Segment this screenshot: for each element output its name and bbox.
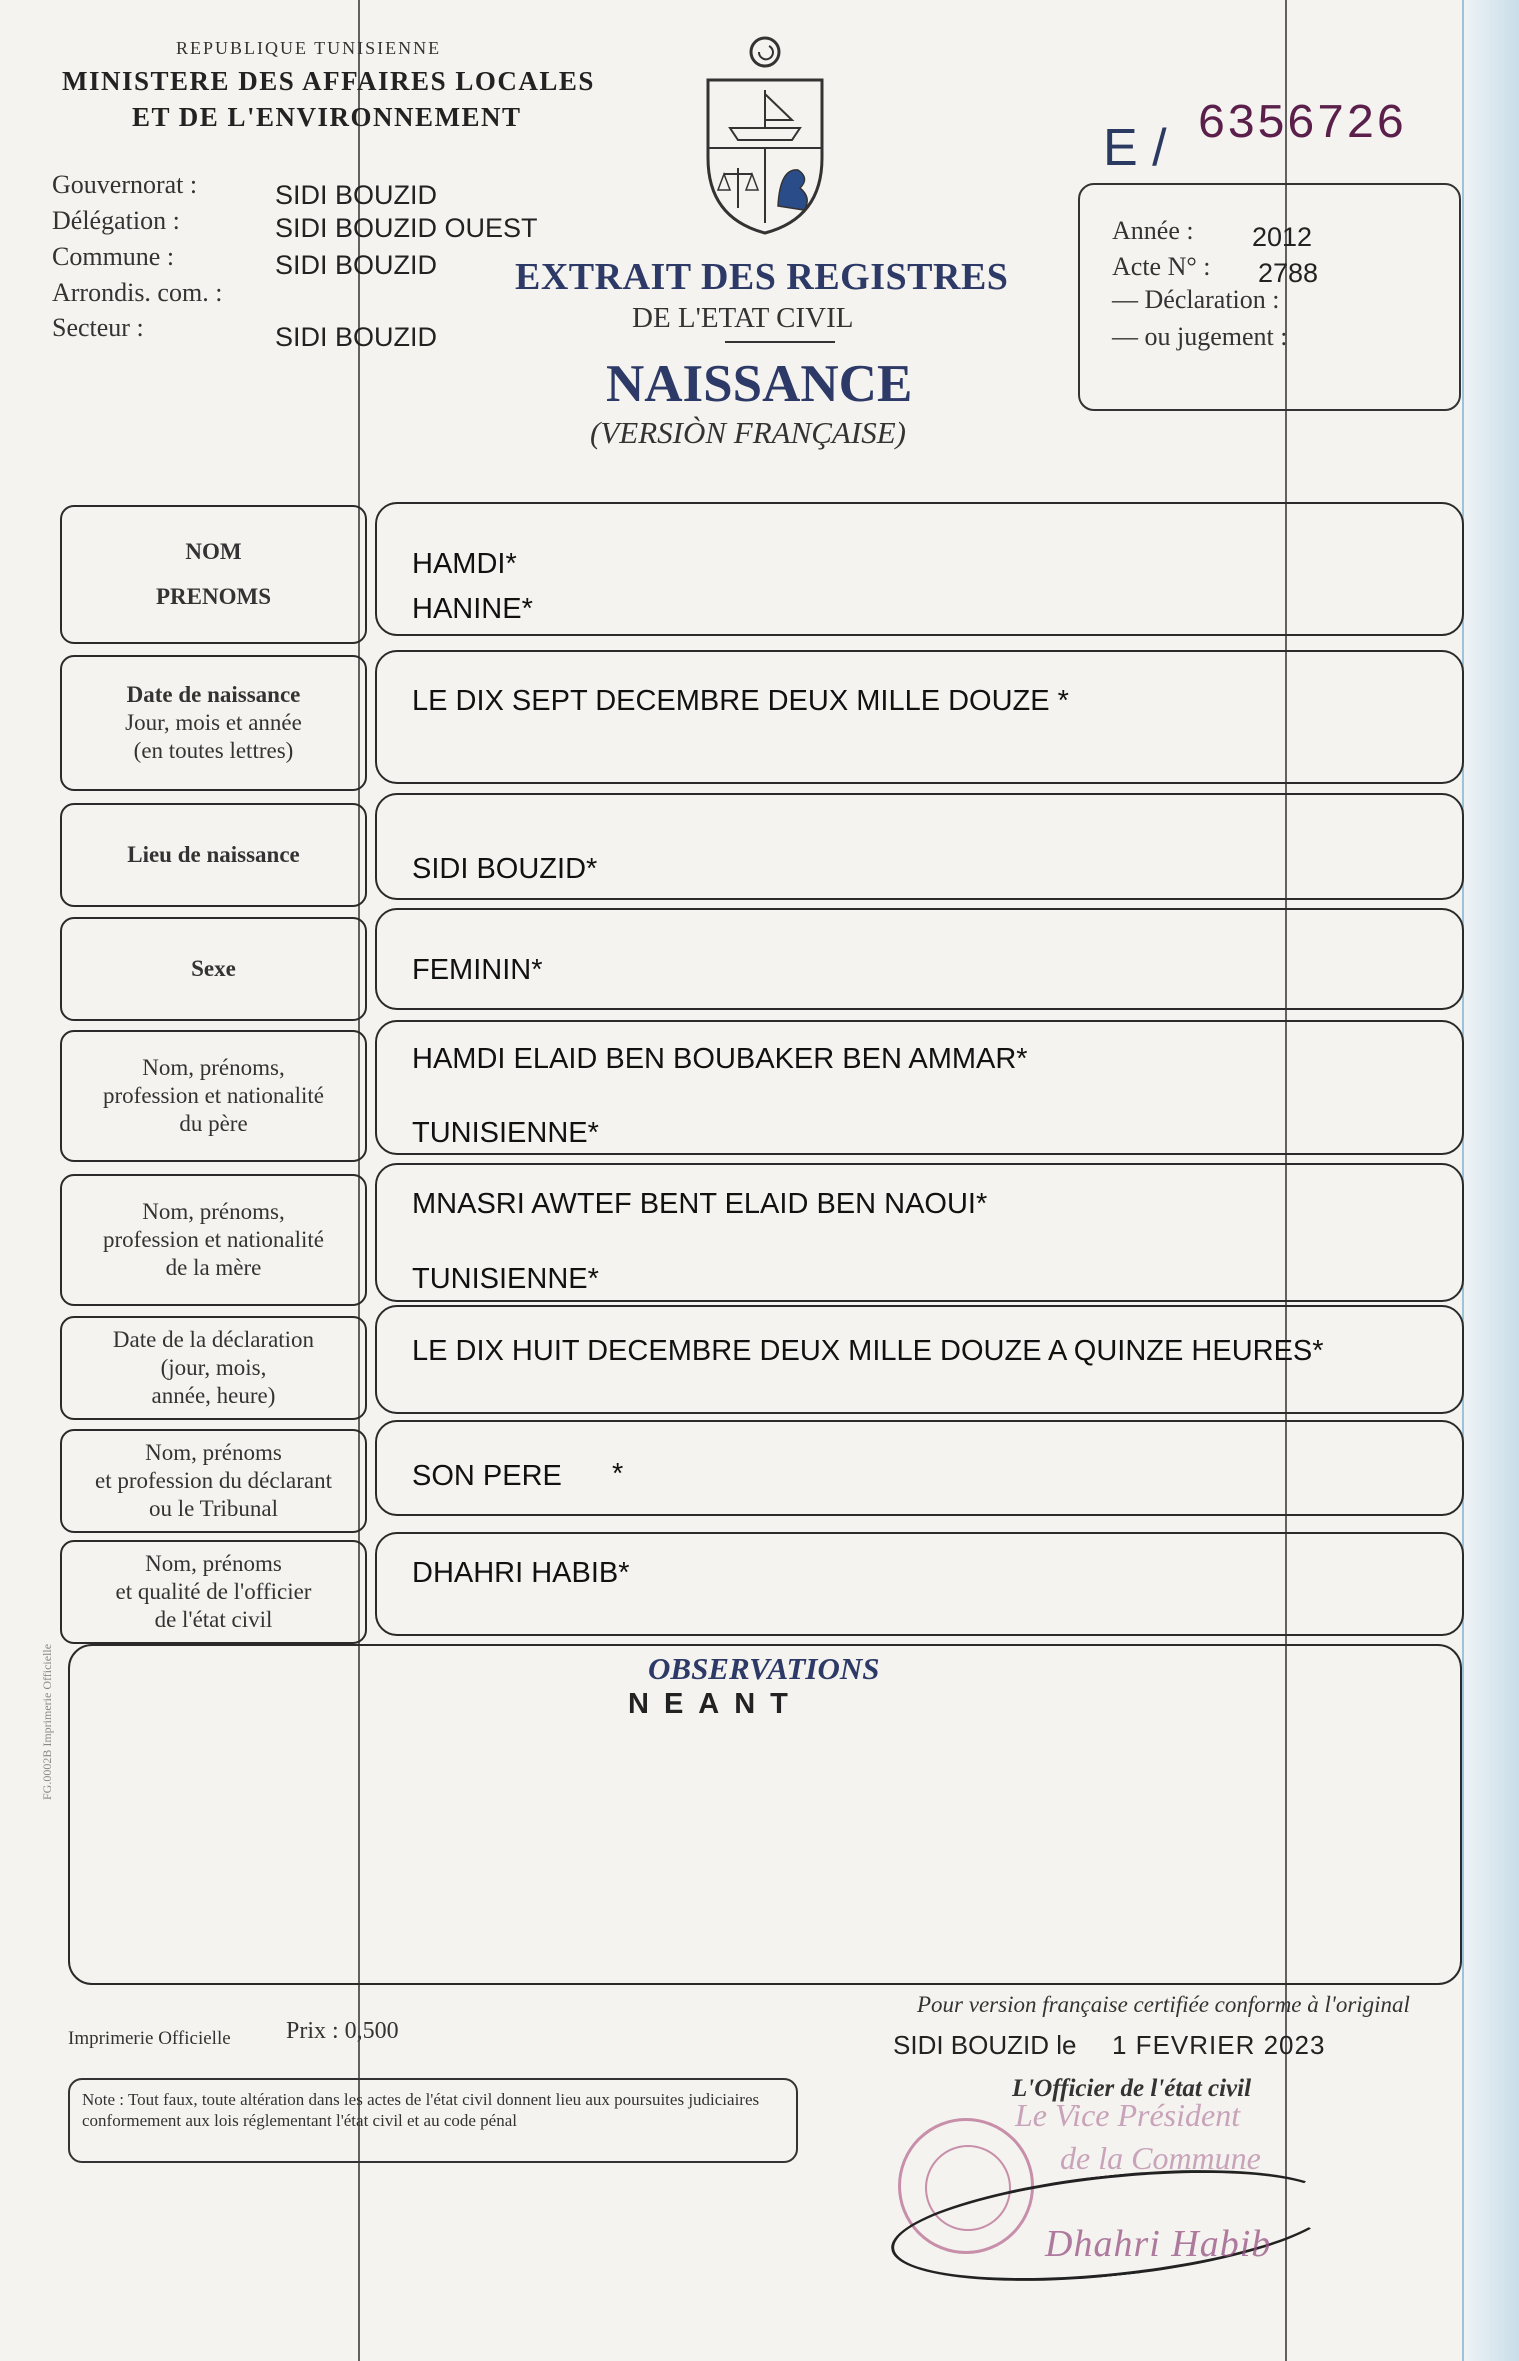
officier-label [60,1540,367,1644]
pere-nationality-value: TUNISIENNE* [412,1117,599,1149]
sexe-label: Sexe [60,917,367,1021]
prix-label: Prix : 0,500 [286,2018,399,2044]
annee-value: 2012 [1252,222,1313,252]
stamp-line-1: Le Vice Président [1015,2097,1241,2133]
commune-label: Commune : [52,242,175,271]
declarant-label-1: Nom, prénoms [145,1439,282,1465]
acte-label: Acte N° : [1112,252,1211,281]
republic-label: REPUBLIQUE TUNISIENNE [176,38,442,58]
dob-label [60,655,367,791]
arrondissement-label: Arrondis. com. : [52,278,223,307]
dob-label-2: Jour, mois et année [125,709,302,735]
officier-label-2: et qualité de l'officier [115,1578,312,1604]
ministry-line-2: ET DE L'ENVIRONNEMENT [132,102,522,132]
pere-label-2: profession et nationalité [103,1082,324,1108]
gouvernorat-value: SIDI BOUZID [275,180,438,210]
lieu-label: Lieu de naissance [60,803,367,907]
imprimerie-label: Imprimerie Officielle [68,2028,231,2049]
acte-value: 2788 [1258,258,1319,288]
observations-title: OBSERVATIONS [648,1651,880,1686]
nom-prenoms-label [60,505,367,644]
annee-label: Année : [1112,216,1194,245]
officier-label-1: Nom, prénoms [145,1550,282,1576]
declaration-date-value: LE DIX HUIT DECEMBRE DEUX MILLE DOUZE A QUINZE HEURES* [412,1335,1324,1367]
secteur-label: Secteur : [52,313,144,342]
certification-text: Pour version française certifiée conforme à l'original [917,1992,1410,2017]
ministry-line-1: MINISTERE DES AFFAIRES LOCALES [62,66,595,96]
observations-value: NEANT [628,1688,803,1720]
issue-date: 1 FEVRIER 2023 [1112,2030,1326,2060]
decl-label-3: année, heure) [151,1383,276,1409]
nom-value: HAMDI* [412,548,517,580]
officier-label-3: de l'état civil [154,1607,273,1633]
declarant-label [60,1429,367,1533]
title-extrait: EXTRAIT DES REGISTRES [515,256,1009,298]
dob-label-1: Date de naissance [126,681,301,707]
mere-label-2: profession et nationalité [103,1226,324,1252]
margin-print-code: FG.0002B Imprimerie Officielle [40,1643,54,1800]
paper-edge [1462,0,1519,2361]
nom-label: NOM [185,539,242,565]
secteur-value: SIDI BOUZID [275,322,438,352]
officier-value: DHAHRI HABIB* [412,1557,630,1589]
officer-title: L'Officier de l'état civil [1012,2075,1252,2102]
nom-prenoms-box [375,502,1464,636]
commune-value: SIDI BOUZID [275,250,438,280]
delegation-label: Délégation : [52,206,180,235]
declaration-label: — Déclaration : [1112,285,1280,314]
prenoms-label: PRENOMS [156,583,271,609]
sexe-value: FEMININ* [412,954,543,986]
declarant-star: * [612,1458,624,1490]
issue-city: SIDI BOUZID le [893,2030,1077,2060]
prenoms-value: HANINE* [412,593,533,625]
mere-label-3: de la mère [165,1255,262,1281]
coat-of-arms-icon [700,28,830,238]
dob-label-3: (en toutes lettres) [133,738,294,764]
serial-prefix: E / [1103,119,1167,177]
title-etat-civil: DE L'ETAT CIVIL [632,302,854,334]
pere-name-value: HAMDI ELAID BEN BOUBAKER BEN AMMAR* [412,1043,1028,1075]
dob-value: LE DIX SEPT DECEMBRE DEUX MILLE DOUZE * [412,685,1069,717]
decl-label-2: (jour, mois, [160,1354,267,1380]
stamp-line-2: de la Commune [1060,2140,1261,2176]
legal-note: Note : Tout faux, toute altération dans les actes de l'état civil donnent lieu aux poursuites judiciaires conformement aux lois réglementant l'état civil et au code pénal [68,2078,798,2163]
signature: Dhahri Habib [1045,2223,1272,2265]
pere-label [60,1030,367,1162]
decl-label-1: Date de la déclaration [112,1326,315,1352]
gouvernorat-label: Gouvernorat : [52,170,198,199]
mere-label [60,1174,367,1306]
declaration-date-label [60,1316,367,1420]
pere-label-3: du père [179,1111,248,1137]
mere-name-value: MNASRI AWTEF BENT ELAID BEN NAOUI* [412,1188,988,1220]
declarant-value: SON PERE [412,1460,562,1492]
title-naissance: NAISSANCE [606,355,913,413]
pere-label-1: Nom, prénoms, [142,1054,285,1080]
declarant-label-2: et profession du déclarant [95,1467,332,1493]
delegation-value: SIDI BOUZID OUEST [275,213,538,243]
lieu-value: SIDI BOUZID* [412,853,598,885]
title-underline [725,341,835,343]
mere-label-1: Nom, prénoms, [142,1198,285,1224]
mere-nationality-value: TUNISIENNE* [412,1263,599,1295]
serial-number: 6356726 [1197,98,1406,152]
jugement-label: — ou jugement : [1112,322,1288,351]
declarant-label-3: ou le Tribunal [148,1496,279,1522]
title-version: (VERSIÒN FRANÇAISE) [590,415,906,450]
